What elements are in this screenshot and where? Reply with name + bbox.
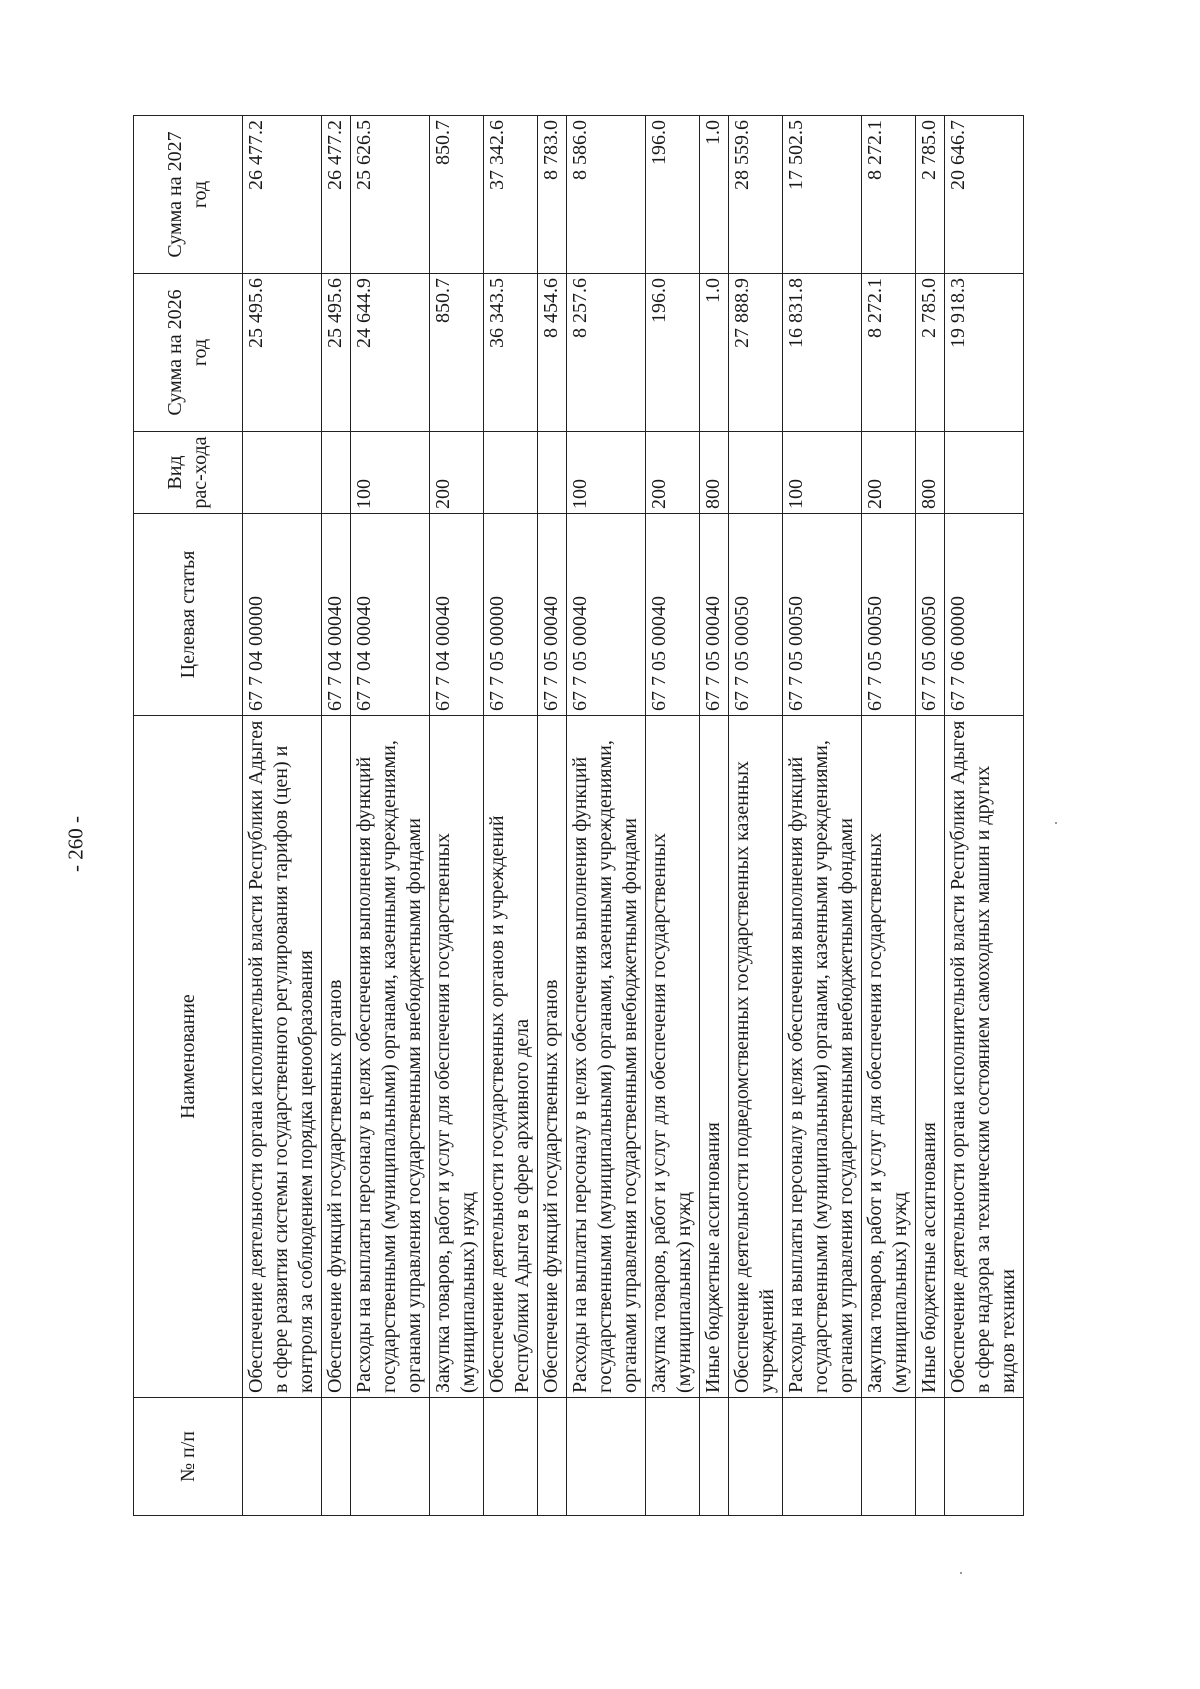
name-cell: Закупка товаров, работ и услуг для обеспечения государственных (муниципальных) нужд xyxy=(646,716,700,1398)
target-article-cell: 67 7 05 00050 xyxy=(862,514,916,716)
table-row xyxy=(945,116,1024,1516)
expense-kind-cell: 800 xyxy=(700,432,729,514)
table-row xyxy=(729,116,783,1516)
target-article-cell: 67 7 05 00050 xyxy=(783,514,862,716)
row-number-cell xyxy=(243,1398,322,1516)
target-article-cell: 67 7 05 00040 xyxy=(646,514,700,716)
expense-kind-cell xyxy=(484,432,538,514)
amount-2026-cell: 36 343.5 xyxy=(484,274,538,432)
table-row xyxy=(567,116,646,1516)
amount-2027-cell: 8 586.0 xyxy=(567,116,646,274)
amount-2027-cell: 850.7 xyxy=(430,116,484,274)
row-number-cell xyxy=(646,1398,700,1516)
table-row xyxy=(783,116,862,1516)
name-cell: Обеспечение функций государственных органов xyxy=(538,716,567,1398)
amount-2026-cell: 19 918.3 xyxy=(945,274,1024,432)
amount-2027-cell: 26 477.2 xyxy=(243,116,322,274)
target-article-cell: 67 7 05 00040 xyxy=(567,514,646,716)
amount-2026-cell: 25 495.6 xyxy=(243,274,322,432)
target-article-cell: 67 7 05 00050 xyxy=(729,514,783,716)
target-article-cell: 67 7 04 00040 xyxy=(322,514,351,716)
expense-kind-cell xyxy=(243,432,322,514)
header-target: Целевая статья xyxy=(134,514,243,716)
row-number-cell xyxy=(430,1398,484,1516)
expense-kind-cell: 800 xyxy=(916,432,945,514)
table-row xyxy=(484,116,538,1516)
row-number-cell xyxy=(484,1398,538,1516)
page-number: - 260 - xyxy=(63,816,88,872)
row-number-cell xyxy=(538,1398,567,1516)
table-row xyxy=(700,116,729,1516)
amount-2027-cell: 196.0 xyxy=(646,116,700,274)
amount-2026-cell: 27 888.9 xyxy=(729,274,783,432)
expense-kind-cell: 100 xyxy=(351,432,430,514)
table-row xyxy=(538,116,567,1516)
scan-speck xyxy=(1055,822,1057,824)
amount-2027-cell: 28 559.6 xyxy=(729,116,783,274)
header-year-2026: Сумма на 2026 год xyxy=(134,274,243,432)
budget-table xyxy=(133,115,1024,1516)
amount-2026-cell: 8 454.6 xyxy=(538,274,567,432)
expense-kind-cell: 200 xyxy=(862,432,916,514)
table-row xyxy=(646,116,700,1516)
row-number-cell xyxy=(916,1398,945,1516)
name-cell: Обеспечение функций государственных органов xyxy=(322,716,351,1398)
header-kind: Вид рас-хода xyxy=(134,432,243,514)
name-cell: Обеспечение деятельности органа исполнительной власти Республики Адыгея в сфере развития системы государственного регулирования тарифов (цен) и контроля за соблюдением порядка ценообразования xyxy=(243,716,322,1398)
expense-kind-cell: 100 xyxy=(567,432,646,514)
amount-2026-cell: 24 644.9 xyxy=(351,274,430,432)
expense-kind-cell xyxy=(945,432,1024,514)
table-row xyxy=(862,116,916,1516)
amount-2027-cell: 17 502.5 xyxy=(783,116,862,274)
target-article-cell: 67 7 04 00000 xyxy=(243,514,322,716)
name-cell: Иные бюджетные ассигнования xyxy=(916,716,945,1398)
amount-2026-cell: 8 272.1 xyxy=(862,274,916,432)
rotated-table-wrapper xyxy=(133,116,1081,1516)
target-article-cell: 67 7 05 00040 xyxy=(700,514,729,716)
row-number-cell xyxy=(322,1398,351,1516)
amount-2026-cell: 16 831.8 xyxy=(783,274,862,432)
name-cell: Иные бюджетные ассигнования xyxy=(700,716,729,1398)
table-body xyxy=(243,116,1024,1516)
name-cell: Расходы на выплаты персоналу в целях обеспечения выполнения функций государственными (муниципальными) органами, казенными учреждениями, органами управления государственными внебюджетными фондами xyxy=(351,716,430,1398)
name-cell: Закупка товаров, работ и услуг для обеспечения государственных (муниципальных) нужд xyxy=(430,716,484,1398)
scan-speck xyxy=(960,1572,962,1574)
row-number-cell xyxy=(729,1398,783,1516)
table-row xyxy=(243,116,322,1516)
expense-kind-cell: 100 xyxy=(783,432,862,514)
amount-2027-cell: 2 785.0 xyxy=(916,116,945,274)
amount-2026-cell: 2 785.0 xyxy=(916,274,945,432)
name-cell: Закупка товаров, работ и услуг для обеспечения государственных (муниципальных) нужд xyxy=(862,716,916,1398)
amount-2026-cell: 850.7 xyxy=(430,274,484,432)
target-article-cell: 67 7 06 00000 xyxy=(945,514,1024,716)
amount-2027-cell: 26 477.2 xyxy=(322,116,351,274)
amount-2027-cell: 37 342.6 xyxy=(484,116,538,274)
row-number-cell xyxy=(945,1398,1024,1516)
amount-2026-cell: 196.0 xyxy=(646,274,700,432)
amount-2027-cell: 25 626.5 xyxy=(351,116,430,274)
table-row xyxy=(916,116,945,1516)
table-row xyxy=(430,116,484,1516)
amount-2026-cell: 8 257.6 xyxy=(567,274,646,432)
header-year-2027: Сумма на 2027 год xyxy=(134,116,243,274)
expense-kind-cell: 200 xyxy=(430,432,484,514)
row-number-cell xyxy=(567,1398,646,1516)
amount-2026-cell: 25 495.6 xyxy=(322,274,351,432)
target-article-cell: 67 7 04 00040 xyxy=(351,514,430,716)
amount-2027-cell: 8 272.1 xyxy=(862,116,916,274)
name-cell: Обеспечение деятельности подведомственных государственных казенных учреждений xyxy=(729,716,783,1398)
header-num: № п/п xyxy=(134,1398,243,1516)
row-number-cell xyxy=(700,1398,729,1516)
target-article-cell: 67 7 05 00050 xyxy=(916,514,945,716)
header-name: Наименование xyxy=(134,716,243,1398)
row-number-cell xyxy=(862,1398,916,1516)
table-row xyxy=(322,116,351,1516)
amount-2026-cell: 1.0 xyxy=(700,274,729,432)
amount-2027-cell: 1.0 xyxy=(700,116,729,274)
expense-kind-cell: 200 xyxy=(646,432,700,514)
name-cell: Обеспечение деятельности органа исполнительной власти Республики Адыгея в сфере надзора за техническим состоянием самоходных машин и других видов техники xyxy=(945,716,1024,1398)
target-article-cell: 67 7 05 00000 xyxy=(484,514,538,716)
amount-2027-cell: 20 646.7 xyxy=(945,116,1024,274)
amount-2027-cell: 8 783.0 xyxy=(538,116,567,274)
expense-kind-cell xyxy=(729,432,783,514)
expense-kind-cell xyxy=(322,432,351,514)
name-cell: Расходы на выплаты персоналу в целях обеспечения выполнения функций государственными (муниципальными) органами, казенными учреждениями, органами управления государственными внебюджетными фондами xyxy=(783,716,862,1398)
expense-kind-cell xyxy=(538,432,567,514)
name-cell: Расходы на выплаты персоналу в целях обеспечения выполнения функций государственными (муниципальными) органами, казенными учреждениями, органами управления государственными внебюджетными фондами xyxy=(567,716,646,1398)
row-number-cell xyxy=(783,1398,862,1516)
target-article-cell: 67 7 04 00040 xyxy=(430,514,484,716)
row-number-cell xyxy=(351,1398,430,1516)
table-header-row xyxy=(134,116,243,1516)
table-row xyxy=(351,116,430,1516)
name-cell: Обеспечение деятельности государственных органов и учреждений Республики Адыгея в сфере архивного дела xyxy=(484,716,538,1398)
target-article-cell: 67 7 05 00040 xyxy=(538,514,567,716)
